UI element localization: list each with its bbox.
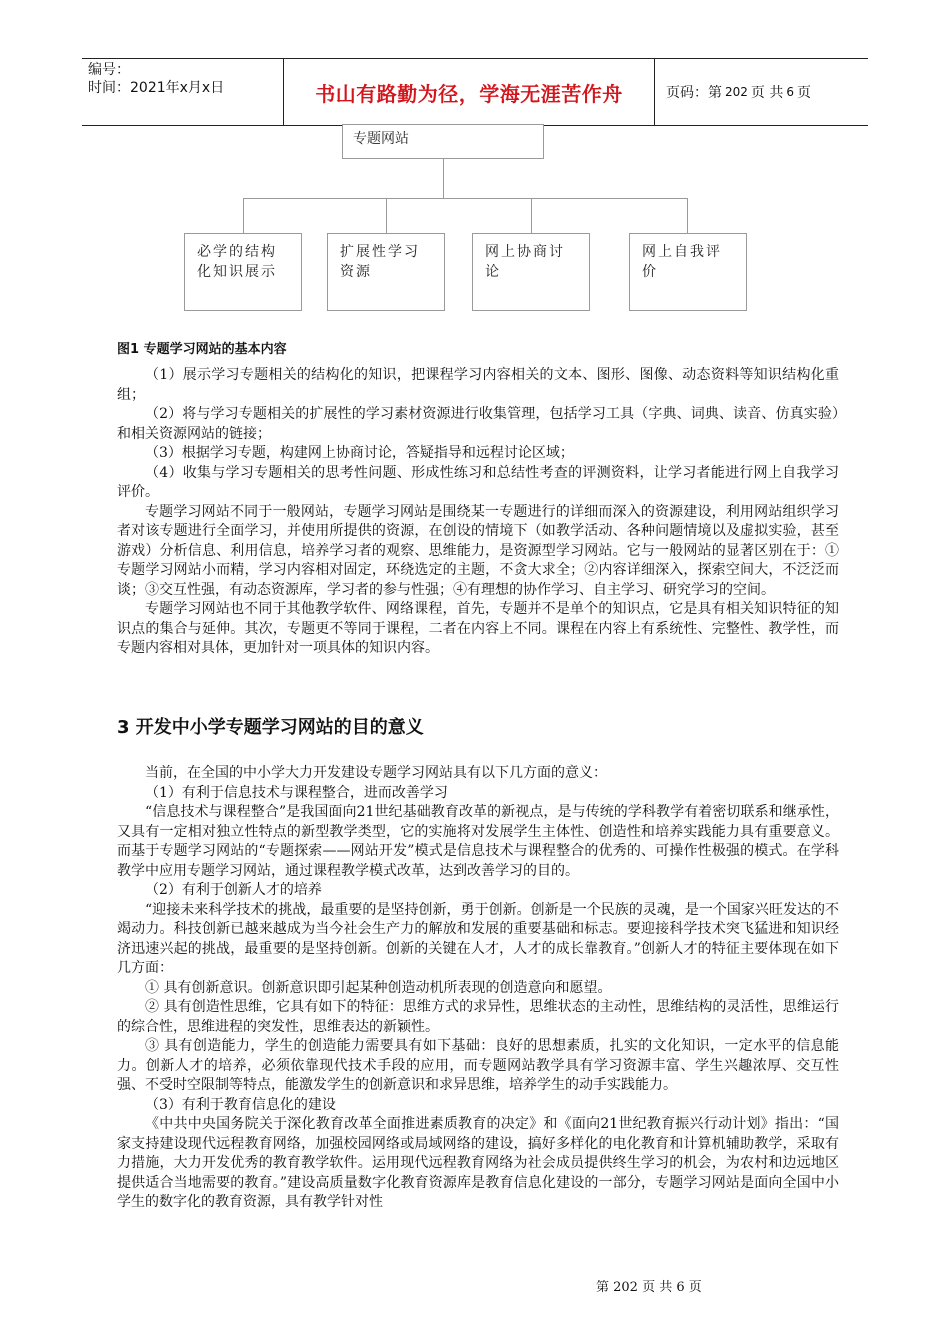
connector-line: [386, 198, 387, 233]
connector-line: [443, 159, 444, 198]
paragraph: 当前，在全国的中小学大力开发建设专题学习网站具有以下几方面的意义：: [145, 765, 607, 781]
page-footer: 第 202 页 共 6 页: [596, 1280, 702, 1295]
paragraph: 《中共中央国务院关于深化教育改革全面推进素质教育的决定》和《面向21世纪教育振兴行动计划》指出：“国家支持建设现代远程教育网络，加强校园网络或局域网络的建设，搞好多样化的电化教育和计算机辅助教学，采取有力措施，大力开发优秀的教育教学软件。运用现代远程教育网络为社会成员提供终生学习的机会，为农村和边远地区提供适合当地需要的教育。”建设高质量数字化教育资源库是教育信息化建设的一部分，专题学习网站是面向全国中小学生的数字化的教育资源，具有教学针对性: [117, 1116, 839, 1210]
paragraph: （1）展示学习专题相关的结构化的知识，把课程学习内容相关的文本、图形、图像、动态资料等知识结构化重组；: [117, 367, 839, 403]
paragraph: （2）有利于创新人才的培养: [145, 882, 322, 898]
page-prefix: 页码：第: [666, 85, 722, 101]
body-text-block-1: [117, 366, 839, 659]
page-mid: 页 共: [750, 85, 784, 101]
diagram-node-self-evaluation: 网上自我评价: [629, 233, 747, 311]
connector-line: [243, 198, 687, 199]
connector-line: [687, 198, 688, 233]
diagram-node-structured-knowledge: 必学的结构化知识展示: [184, 233, 302, 311]
page-total: 6: [786, 85, 794, 99]
header-motto: 书山有路勤为径，学海无涯苦作舟: [283, 59, 655, 125]
diagram-node-online-discussion: 网上协商讨论: [472, 233, 590, 311]
paragraph: （3）有利于教育信息化的建设: [145, 1096, 336, 1113]
diagram-root-node: 专题网站: [342, 124, 544, 159]
paragraph: （4）收集与学习专题相关的思考性问题、形成性练习和总结性考查的评测资料，让学习者能进行网上自我学习评价。: [117, 464, 839, 500]
paragraph: ② 具有创造性思维，它具有如下的特征：思维方式的求异性，思维状态的主动性，思维结构的灵活性，思维运行的综合性，思维进程的突发性，思维表达的新颖性。: [117, 999, 839, 1035]
paragraph: “信息技术与课程整合”是我国面向21世纪基础教育改革的新视点，是与传统的学科教学有着密切联系和继承性，又具有一定相对独立性特点的新型教学类型，它的实施将对发展学生主体性、创造性和培养实践能力具有重要意义。而基于专题学习网站的“专题探索——网站开发”模式是信息技术与课程整合的优秀的、可操作性极强的模式。在学科教学中应用专题学习网站，通过课程教学模式改革，达到改善学习的目的。: [117, 804, 839, 879]
page-suffix: 页: [797, 85, 811, 101]
header-meta: [88, 61, 224, 97]
paragraph: （1）有利于信息技术与课程整合，进而改善学习: [145, 784, 448, 801]
paragraph: ③ 具有创造能力，学生的创造能力需要具有如下基础：良好的思想素质，扎实的文化知识，一定水平的信息能力。创新人才的培养，必须依靠现代技术手段的应用，而专题网站教学具有学习资源丰富、学生兴趣浓厚、交互性强、不受时空限制等特点，能激发学生的创新意识和求异思维，培养学生的动手实践能力。: [117, 1038, 839, 1093]
paragraph: （2）将与学习专题相关的扩展性的学习素材资源进行收集管理，包括学习工具（字典、词典、读音、仿真实验）和相关资源网站的链接；: [117, 406, 839, 442]
section-heading: 3 开发中小学专题学习网站的目的意义: [117, 717, 424, 738]
paragraph: 专题学习网站也不同于其他教学软件、网络课程，首先，专题并不是单个的知识点，它是具有相关知识特征的知识点的集合与延伸。其次，专题更不等同于课程，二者在内容上不同。课程在内容上有系统性、完整性、教学性，而专题内容相对具体，更加针对一项具体的知识内容。: [117, 601, 839, 656]
paragraph: 专题学习网站不同于一般网站，专题学习网站是围绕某一专题进行的详细而深入的资源建设，利用网站组织学习者对该专题进行全面学习，并使用所提供的资源，在创设的情境下（如教学活动、各种问题情境以及虚拟实验，甚至游戏）分析信息、利用信息，培养学习者的观察、思维能力，是资源型学习网站。它与一般网站的显著区别在于：①专题学习网站小而精，学习内容相对固定，环绕选定的主题，不贪大求全；②内容详细深入，探索空间大，不泛泛而谈；③交互性强，有动态资源库，学习者的参与性强；④有理想的协作学习、自主学习、研究学习的空间。: [117, 503, 839, 598]
serial-label: 编号：: [88, 62, 130, 78]
header-page-info: [666, 59, 811, 125]
paragraph: （3）根据学习专题，构建网上协商讨论，答疑指导和远程讨论区域；: [145, 445, 574, 461]
paragraph: ① 具有创新意识。创新意识即引起某种创造动机所表现的创造意向和愿望。: [145, 979, 612, 996]
paragraph: “迎接未来科学技术的挑战，最重要的是坚持创新，勇于创新。创新是一个民族的灵魂，是一个国家兴旺发达的不竭动力。科技创新已越来越成为当今社会生产力的解放和发展的重要基础和标志。要迎接科学技术突飞猛进和知识经济迅速兴起的挑战，最重要的是坚持创新。创新的关键在人才，人才的成长靠教育。”创新人才的特征主要体现在如下几方面：: [117, 901, 839, 976]
diagram-node-extended-resources: 扩展性学习资源: [327, 233, 445, 311]
page-header: [82, 58, 868, 126]
connector-line: [531, 198, 532, 233]
connector-line: [243, 198, 244, 233]
date-label: 时间：2021年x月x日: [88, 80, 225, 96]
page-number: 202: [725, 85, 748, 99]
figure-caption: 图1 专题学习网站的基本内容: [117, 342, 287, 357]
body-text-block-2: [117, 764, 839, 1213]
